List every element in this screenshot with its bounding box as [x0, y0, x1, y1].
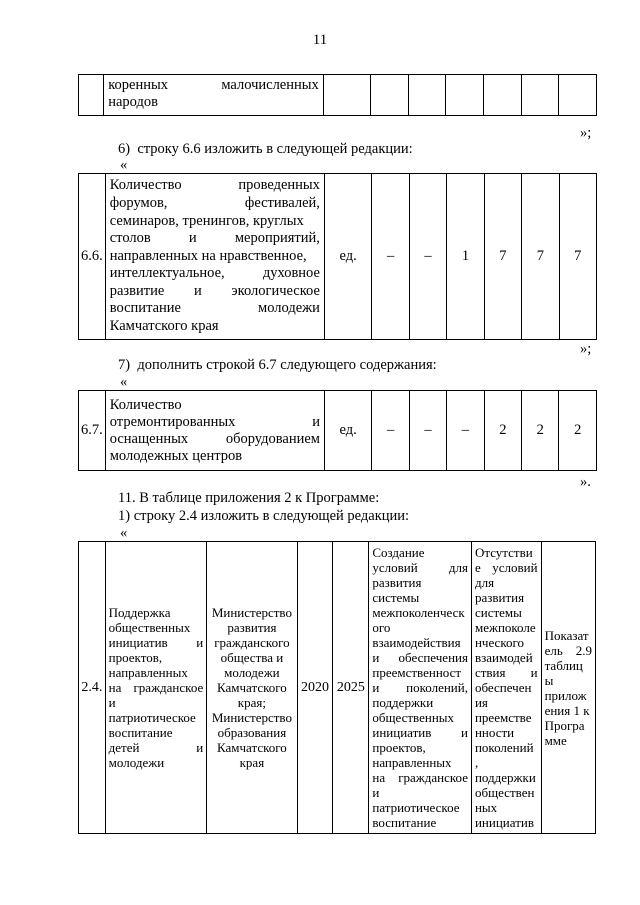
expected-result-cell: Создание условий для развития системы межпоколенческ ого взаимодействия и обеспечения преемственност и поколений, поддержки общественных инициатив и проектов, направленных на гражданское и патриотическое воспитание: [369, 542, 472, 834]
end-year-cell: 2025: [333, 542, 369, 834]
table-continuation: [78, 74, 597, 116]
opening-quote: «: [120, 374, 128, 390]
table-row-6-7: [78, 390, 597, 471]
table-row: [79, 542, 596, 834]
opening-quote: «: [120, 157, 128, 173]
description-line: направленных на нравственное,: [109, 247, 307, 264]
value-cell: –: [372, 174, 409, 340]
description-line: Количество: [109, 396, 182, 413]
row-number-cell: 6.6.: [79, 174, 106, 340]
description-line: воспитание молодежи: [109, 300, 320, 317]
word: малочисленных: [221, 77, 319, 93]
value-cell: 7: [559, 174, 596, 340]
description-line: отремонтированных и: [109, 413, 320, 430]
table-row: [79, 75, 597, 116]
value-cell: –: [409, 174, 446, 340]
event-name-cell: Поддержка общественных инициатив и проектов, направленных на гражданское и патриотическое воспитание детей и молодежи: [105, 542, 207, 834]
unit-cell: ед.: [324, 174, 371, 340]
value-cell: 1: [447, 174, 484, 340]
start-year-cell: 2020: [297, 542, 333, 834]
value-cell: 2: [522, 391, 559, 471]
opening-quote: «: [120, 525, 128, 541]
page-number: 11: [312, 32, 328, 48]
description-cell: [105, 391, 324, 471]
value-cell: –: [372, 391, 409, 471]
value-cell: [521, 75, 559, 116]
amendment-paragraph: 7) дополнить строкой 6.7 следующего содержания:: [118, 357, 437, 373]
description-line: молодежных центров: [109, 447, 243, 464]
description-line: семинаров, тренингов, круглых: [109, 212, 304, 229]
indicator-link-cell: Показат ель 2.9 таблиц ы прилож ения 1 к Програ мме: [541, 542, 595, 834]
consequence-cell: Отсутстви е условий для развития системы межпоколе нческого взаимодей ствия и обеспечен ия преемстве нности поколений , поддержки обществен ных инициатив: [471, 542, 541, 834]
description-line: оснащенных оборудованием: [109, 430, 320, 447]
row-number-cell: 6.7.: [79, 391, 106, 471]
description-line: форумов, фестивалей,: [109, 194, 320, 211]
description-line: развитие и экологическое: [109, 282, 320, 299]
section-heading: 11. В таблице приложения 2 к Программе:: [118, 490, 380, 506]
description-line: [108, 77, 319, 94]
unit-cell: [323, 75, 370, 116]
description-cell: [105, 174, 324, 340]
unit-cell: ед.: [324, 391, 371, 471]
description-line: Количество проведенных: [109, 177, 320, 194]
amendment-paragraph: 6) строку 6.6 изложить в следующей редакции:: [118, 141, 413, 157]
value-cell: –: [447, 391, 484, 471]
value-cell: 7: [484, 174, 521, 340]
closing-quote: ».: [580, 474, 591, 490]
closing-quote: »;: [580, 341, 592, 357]
value-cell: [370, 75, 408, 116]
description-line: интеллектуальное, духовное: [109, 265, 320, 282]
executor-cell: Министерство развития гражданского общества и молодежи Камчатского края; Министерство образования Камчатского края: [207, 542, 297, 834]
closing-quote: »;: [580, 125, 592, 141]
word: коренных: [108, 77, 168, 93]
description-cell: [104, 75, 324, 116]
description-line: Камчатского края: [109, 318, 219, 335]
row-number-cell: 2.4.: [79, 542, 106, 834]
table-row: [79, 391, 597, 471]
value-cell: [559, 75, 597, 116]
table-row-6-6: [78, 173, 597, 340]
value-cell: [446, 75, 484, 116]
value-cell: –: [409, 391, 446, 471]
row-number-cell: [79, 75, 104, 116]
value-cell: 2: [559, 391, 597, 471]
value-cell: 7: [522, 174, 559, 340]
table-row: [79, 174, 597, 340]
table-row-2-4: [78, 541, 596, 834]
description-line: народов: [108, 94, 158, 110]
amendment-paragraph: 1) строку 2.4 изложить в следующей редакции:: [118, 508, 410, 524]
value-cell: [408, 75, 446, 116]
description-line: столов и мероприятий,: [109, 230, 320, 247]
value-cell: [483, 75, 521, 116]
value-cell: 2: [484, 391, 521, 471]
